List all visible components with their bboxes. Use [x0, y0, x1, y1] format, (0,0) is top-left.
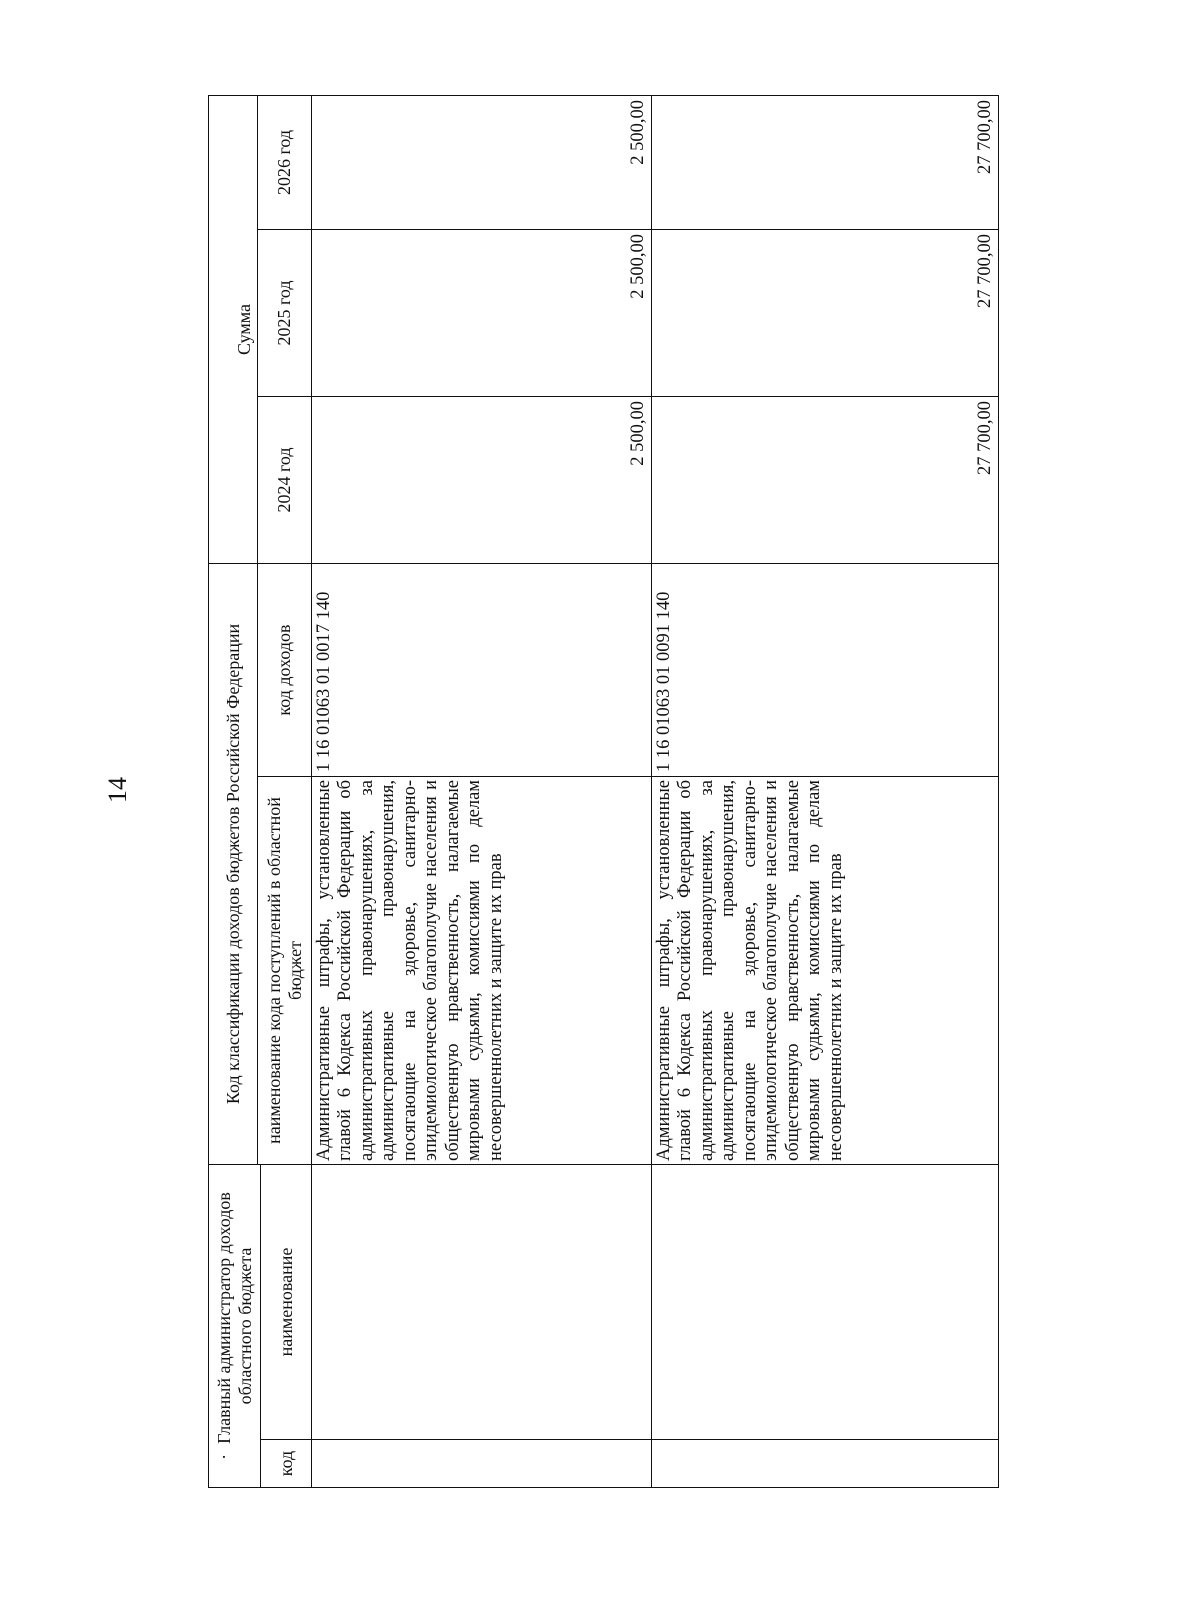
header-income-code: код доходов [258, 564, 312, 777]
row-income-code: 1 16 01063 01 0017 140 [312, 564, 652, 777]
page-number: 14 [103, 777, 132, 803]
header-admin-group [209, 1165, 261, 1488]
rotated-table-area [208, 96, 998, 1488]
row-amount-2024: 27 700,00 [652, 397, 999, 564]
row-kod [652, 1440, 999, 1488]
row-naimenovanie [652, 1165, 999, 1440]
row-amount-2025: 27 700,00 [652, 230, 999, 397]
header-kod: код [261, 1440, 312, 1488]
table-row [312, 95, 652, 1487]
header-year-2024: 2024 год [258, 397, 312, 564]
row-income-code: 1 16 01063 01 0091 140 [652, 564, 999, 777]
row-amount-2026: 27 700,00 [652, 95, 999, 229]
row-naimenovanie [312, 1165, 652, 1440]
header-income-name: наименование кода поступлений в областной бюджет [258, 777, 312, 1165]
row-kod [312, 1440, 652, 1488]
row-amount-2025: 2 500,00 [312, 230, 652, 397]
header-row-1 [209, 95, 258, 1487]
row-amount-2026: 2 500,00 [312, 95, 652, 229]
header-sum-group: Сумма [209, 95, 258, 563]
admin-dot: · [213, 1453, 234, 1460]
rotated-table-inner [208, 96, 998, 1488]
budget-table [208, 95, 999, 1488]
header-year-2025: 2025 год [258, 230, 312, 397]
row-amount-2024: 2 500,00 [312, 397, 652, 564]
header-year-2026: 2026 год [258, 95, 312, 229]
header-naimenovanie: наименование [261, 1165, 312, 1440]
row-description: Административные штрафы, установленные главой 6 Кодекса Российской Федерации об административных правонарушениях, за административные правонарушения, посягающие на здоровье, санитарно-эпидемиологическое благополучие населения и общественную нравственность, налагаемые мировыми судьями, комиссиями по делам несовершеннолетних и защите их прав [312, 777, 652, 1165]
row-description: Административные штрафы, установленные главой 6 Кодекса Российской Федерации об административных правонарушениях, за административные правонарушения, посягающие на здоровье, санитарно-эпидемиологическое благополучие населения и общественную нравственность, налагаемые мировыми судьями, комиссиями по делам несовершеннолетних и защите их прав [652, 777, 999, 1165]
header-classification-group: Код классификации доходов бюджетов Российской Федерации [209, 564, 258, 1165]
admin-group-label: Главный администратор доходов областного бюджета [213, 1192, 255, 1444]
table-row [652, 95, 999, 1487]
